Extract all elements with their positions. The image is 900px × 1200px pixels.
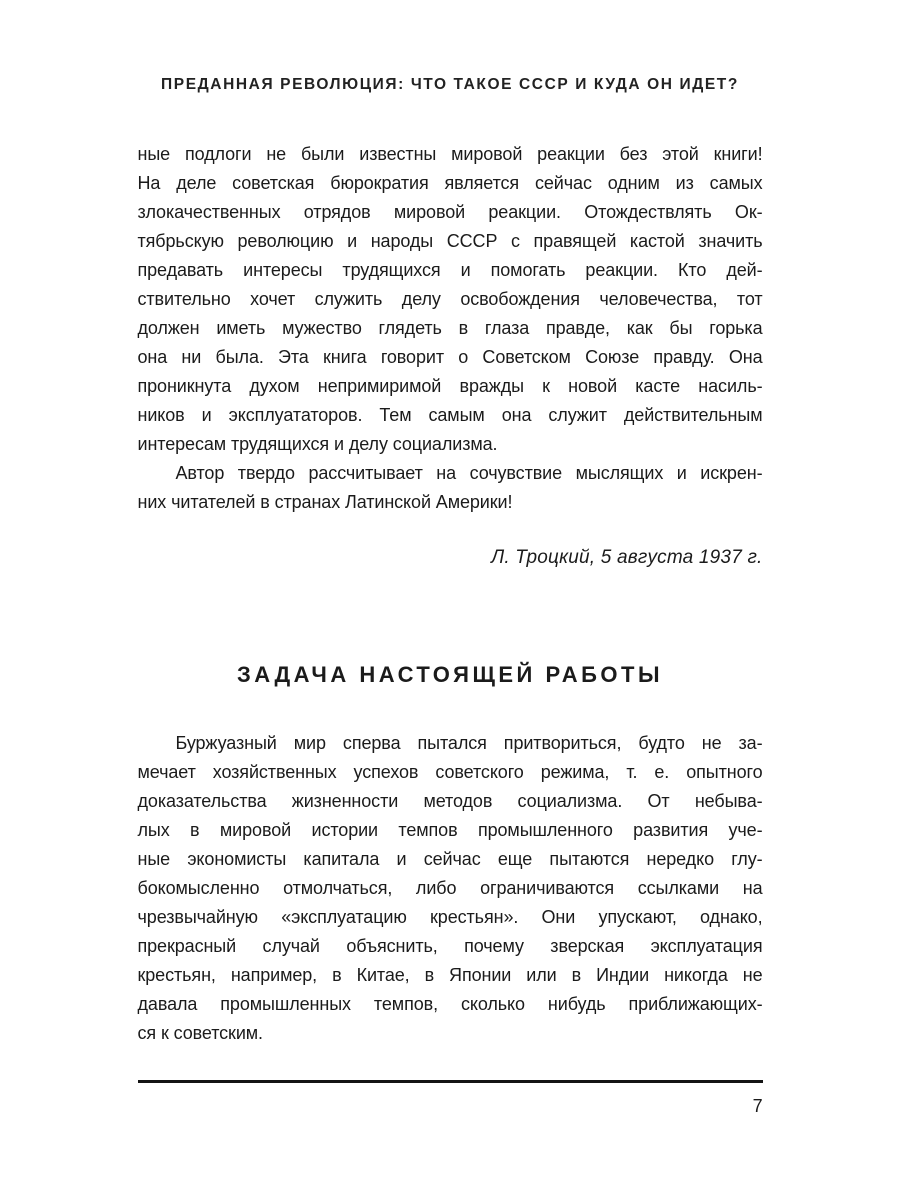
text-line: На деле советская бюрократия является сейчас одним из самых <box>137 173 763 193</box>
text-line: давала промышленных темпов, сколько нибудь приближающих- <box>137 994 763 1014</box>
text-line: ные экономисты капитала и сейчас еще пытаются нередко глу- <box>137 849 763 869</box>
text-line: тябрьскую революцию и народы СССР с правящей кастой значить <box>137 231 763 251</box>
text-line: ников и эксплуататоров. Тем самым она служит действительным <box>137 405 763 425</box>
text-line: прекрасный случай объяснить, почему зверская эксплуатация <box>137 936 763 956</box>
text-line: интересам трудящихся и делу социализма. <box>137 434 498 454</box>
text-line: Автор твердо рассчитывает на сочувствие мыслящих и искрен- <box>175 463 763 483</box>
text-line: ся к советским. <box>137 1023 263 1043</box>
page-number: 7 <box>752 1096 763 1116</box>
text-line: она ни была. Эта книга говорит о Советском Союзе правду. Она <box>137 347 763 367</box>
text-line: доказательства жизненности методов социализма. От небыва- <box>137 791 763 811</box>
author-signature: Л. Троцкий, 5 августа 1937 г. <box>491 547 763 568</box>
text-line: мечает хозяйственных успехов советского режима, т. е. опытного <box>137 762 763 782</box>
text-line: Буржуазный мир сперва пытался притвориться, будто не за- <box>175 733 763 753</box>
text-line: ствительно хочет служить делу освобождения человечества, тот <box>137 289 763 309</box>
text-line: крестьян, например, в Китае, в Японии или в Индии никогда не <box>137 965 763 985</box>
text-line: проникнута духом непримиримой вражды к новой касте насиль- <box>137 376 763 396</box>
body-text <box>138 140 763 1121</box>
text-line: чрезвычайную «эксплуатацию крестьян». Они упускают, однако, <box>137 907 763 927</box>
page-content <box>138 0 763 1121</box>
paragraph-continued <box>138 140 763 459</box>
running-header: ПРЕДАННАЯ РЕВОЛЮЦИЯ: ЧТО ТАКОЕ СССР И КУДА ОН ИДЕТ? <box>161 76 739 93</box>
text-line: злокачественных отрядов мировой реакции. Отождествлять Ок- <box>137 202 763 222</box>
text-line: ные подлоги не были известны мировой реакции без этой книги! <box>137 144 763 164</box>
text-line: предавать интересы трудящихся и помогать реакции. Кто дей- <box>137 260 763 280</box>
text-line: лых в мировой истории темпов промышленного развития уче- <box>137 820 763 840</box>
text-line: должен иметь мужество глядеть в глаза правде, как бы горька <box>137 318 763 338</box>
text-line: бокомысленно отмолчаться, либо ограничиваются ссылками на <box>137 878 763 898</box>
section-title: ЗАДАЧА НАСТОЯЩЕЙ РАБОТЫ <box>237 662 663 687</box>
text-line: них читателей в странах Латинской Америки! <box>137 492 513 512</box>
paragraph-author-note <box>138 459 763 517</box>
footer-rule <box>138 1080 763 1083</box>
paragraph-section-body <box>138 729 763 1048</box>
